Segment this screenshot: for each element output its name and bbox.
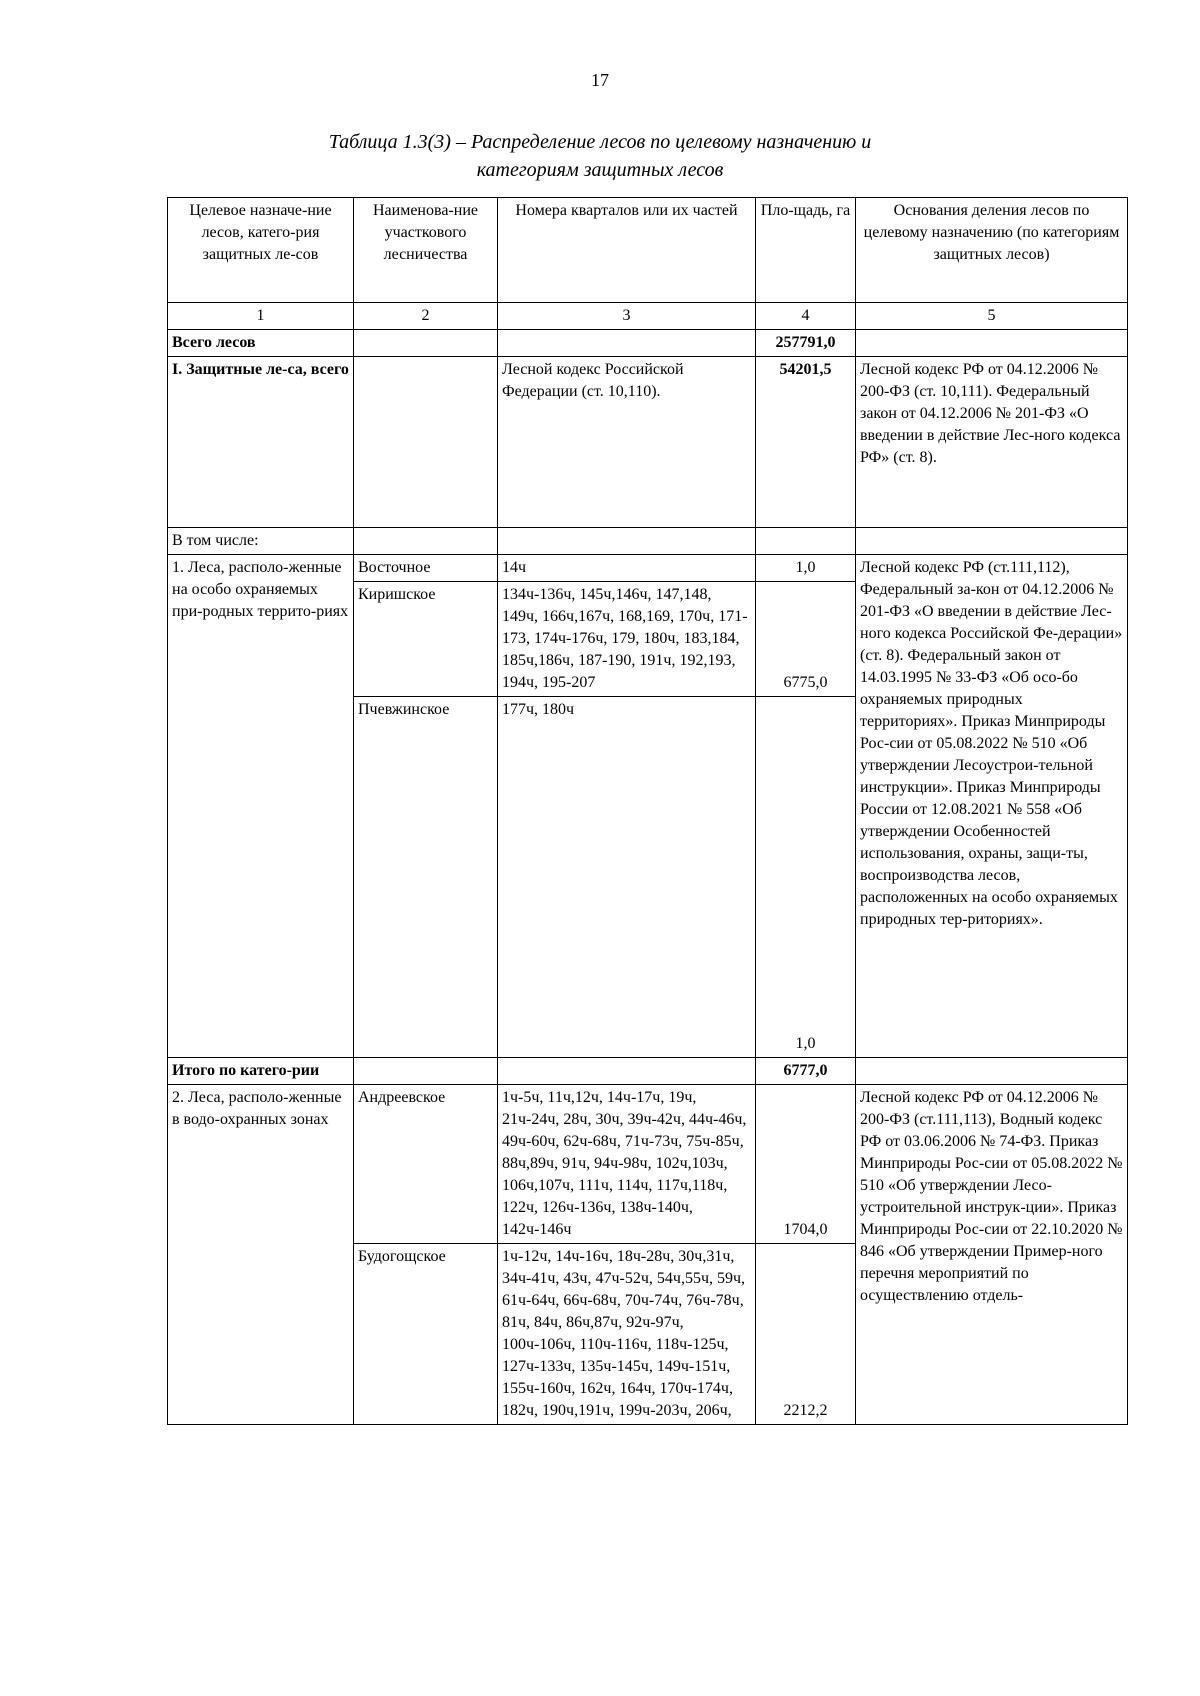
table-caption [200, 128, 1000, 184]
page-number: 17 [591, 70, 609, 90]
column-number: 2 [354, 303, 498, 330]
protective-area: 54201,5 [756, 357, 856, 528]
category1-area: 6775,0 [756, 582, 856, 697]
category1-forestry: Восточное [354, 555, 498, 582]
column-number: 3 [498, 303, 756, 330]
category2-quarters: 1ч-5ч, 11ч,12ч, 14ч-17ч, 19ч, 21ч-24ч, 28ч, 30ч, 39ч-42ч, 44ч-46ч, 49ч-60ч, 62ч-68ч, 71ч-73ч, 75ч-85ч, 88ч,89ч, 91ч, 94ч-98ч, 102ч,103ч, 106ч,107ч, 111ч, 114ч, 117ч,118ч, 122ч, 126ч-136ч, 138ч-140ч, 142ч-146ч [498, 1085, 756, 1244]
total-forests-label: Всего лесов [168, 330, 354, 357]
caption-line-2: категориям защитных лесов [476, 159, 724, 181]
protective-quarters: Лесной кодекс Российской Федерации (ст. 10,110). [498, 357, 756, 528]
category1-quarters: 14ч [498, 555, 756, 582]
category1-forestry: Пчевжинское [354, 697, 498, 1058]
header-forestry: Наименова-ние участкового лесничества [354, 198, 498, 303]
column-number: 1 [168, 303, 354, 330]
category1-total-row [168, 1058, 1128, 1085]
protective-row [168, 357, 1128, 528]
total-forests-row [168, 330, 1128, 357]
header-quarters: Номера кварталов или их частей [498, 198, 756, 303]
category1-basis: Лесной кодекс РФ (ст.111,112), Федеральный за-кон от 04.12.2006 № 201-ФЗ «О введении в действие Лес-ного кодекса Российской Фе-дерации» (ст. 8). Федеральный закон от 14.03.1995 № 33-ФЗ «Об осо-бо охраняемых природных территориях». Приказ Минприроды Рос-сии от 05.08.2022 № 510 «Об утверждении Лесоустрои-тельной инструкции». Приказ Минприроды России от 12.08.2021 № 558 «Об утверждении Особенностей использования, охраны, защи-ты, воспроизводства лесов, расположенных на особо охраняемых природных тер-риториях». [856, 555, 1128, 1058]
including-row [168, 528, 1128, 555]
category1-forestry: Киришское [354, 582, 498, 697]
column-number-row [168, 303, 1128, 330]
category2-label: 2. Леса, располо-женные в водо-охранных зонах [168, 1085, 354, 1425]
category2-quarters: 1ч-12ч, 14ч-16ч, 18ч-28ч, 30ч,31ч, 34ч-41ч, 43ч, 47ч-52ч, 54ч,55ч, 59ч, 61ч-64ч, 66ч-68ч, 70ч-74ч, 76ч-78ч, 81ч, 84ч, 86ч,87ч, 92ч-97ч, 100ч-106ч, 110ч-116ч, 118ч-125ч, 127ч-133ч, 135ч-145ч, 149ч-151ч, 155ч-160ч, 162ч, 164ч, 170ч-174ч, 182ч, 190ч,191ч, 199ч-203ч, 206ч, [498, 1244, 756, 1425]
protective-label: I. Защитные ле-са, всего [168, 357, 354, 528]
category1-total-label: Итого по катего-рии [168, 1058, 354, 1085]
forest-distribution-table [167, 197, 1128, 1425]
total-forests-area: 257791,0 [756, 330, 856, 357]
including-label: В том числе: [168, 528, 354, 555]
category1-label: 1. Леса, располо-женные на особо охраняемых при-родных террито-риях [168, 555, 354, 1058]
header-purpose: Целевое назначе-ние лесов, катего-рия защитных ле-сов [168, 198, 354, 303]
category2-forestry: Андреевское [354, 1085, 498, 1244]
header-row [168, 198, 1128, 303]
category1-quarters: 177ч, 180ч [498, 697, 756, 1058]
category1-area: 1,0 [756, 555, 856, 582]
category2-area: 1704,0 [756, 1085, 856, 1244]
category1-quarters: 134ч-136ч, 145ч,146ч, 147,148, 149ч, 166ч,167ч, 168,169, 170ч, 171-173, 174ч-176ч, 179, 180ч, 183,184, 185ч,186ч, 187-190, 191ч, 192,193, 194ч, 195-207 [498, 582, 756, 697]
category2-area: 2212,2 [756, 1244, 856, 1425]
category2-forestry: Будогощское [354, 1244, 498, 1425]
category1-row [168, 555, 1128, 582]
column-number: 4 [756, 303, 856, 330]
category1-area: 1,0 [756, 697, 856, 1058]
caption-line-1: Таблица 1.3(3) – Распределение лесов по целевому назначению и [328, 131, 872, 153]
category2-row [168, 1085, 1128, 1244]
category2-basis: Лесной кодекс РФ от 04.12.2006 № 200-ФЗ (ст.111,113), Водный кодекс РФ от 03.06.2006 № 74-ФЗ. Приказ Минприроды Рос-сии от 05.08.2022 № 510 «Об утверждении Лесо-устроительной инструк-ции». Приказ Минприроды Рос-сии от 22.10.2020 № 846 «Об утверждении Пример-ного перечня мероприятий по осуществлению отдель- [856, 1085, 1128, 1425]
protective-basis: Лесной кодекс РФ от 04.12.2006 № 200-ФЗ (ст. 10,111). Федеральный закон от 04.12.2006 № 201-ФЗ «О введении в действие Лес-ного кодекса РФ» (ст. 8). [856, 357, 1128, 528]
column-number: 5 [856, 303, 1128, 330]
header-basis: Основания деления лесов по целевому назначению (по категориям защитных лесов) [856, 198, 1128, 303]
category1-total-area: 6777,0 [756, 1058, 856, 1085]
header-area: Пло-щадь, га [756, 198, 856, 303]
